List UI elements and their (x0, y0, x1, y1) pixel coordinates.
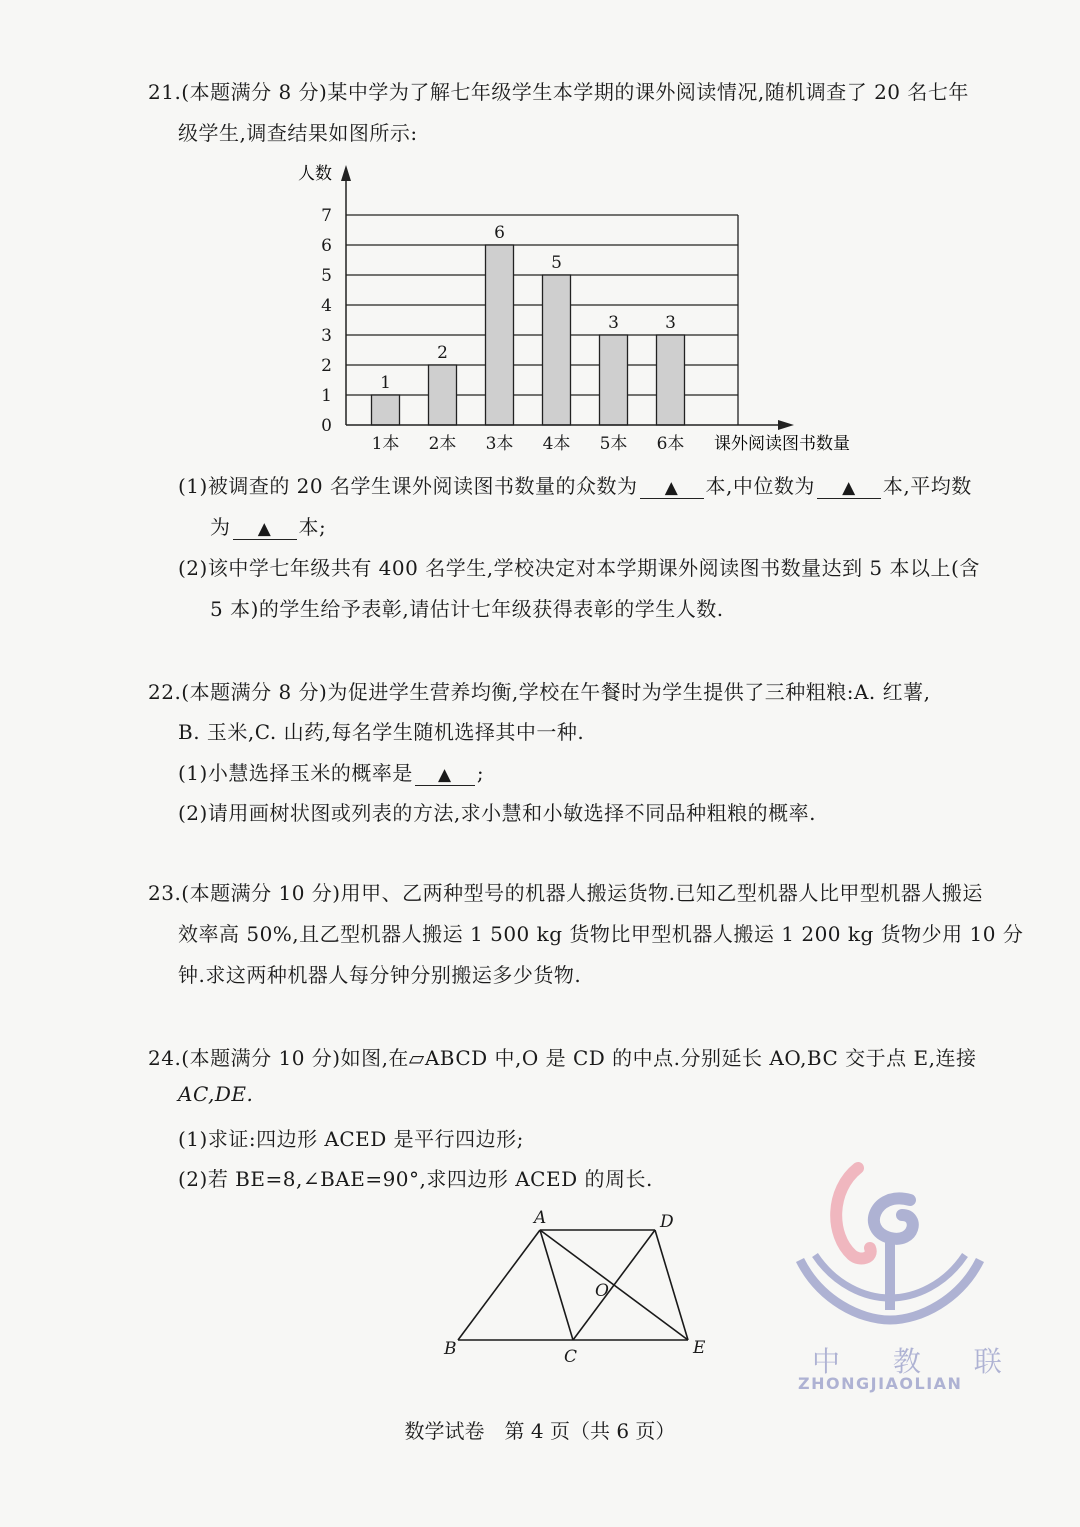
q21-part1-text-a: (1)被调查的 20 名学生课外阅读图书数量的众数为 (178, 474, 638, 498)
x-axis-arrow (778, 420, 794, 430)
median-answer-blank (817, 474, 881, 499)
q22-stem-line1: 22.(本题满分 8 分)为促进学生营养均衡,学校在午餐时为学生提供了三种粗粮:A. 红薯, (148, 680, 931, 704)
bar-chart (290, 155, 890, 455)
page-footer: 数学试卷 第 4 页（共 6 页） (404, 1419, 676, 1443)
bar (486, 245, 514, 425)
chart-x-axis-label: 课外阅读图书数量 (714, 434, 850, 454)
q23-stem-line3: 钟.求这两种机器人每分钟分别搬运多少货物. (178, 963, 582, 987)
segment-AB (458, 1230, 540, 1340)
q23-stem-line2: 效率高 50%,且乙型机器人搬运 1 500 kg 货物比甲型机器人搬运 1 200 kg 货物少用 10 分 (178, 922, 1024, 946)
point-label-B: B (444, 1339, 457, 1359)
y-tick-label: 6 (321, 236, 332, 256)
q24-part2: (2)若 BE=8,∠BAE=90°,求四边形 ACED 的周长. (178, 1167, 653, 1191)
q21-part1-cont (210, 511, 326, 540)
q21-part2-line2: 5 本)的学生给予表彰,请估计七年级获得表彰的学生人数. (210, 597, 724, 621)
mode-answer-blank (640, 474, 704, 499)
q22-stem-line2: B. 玉米,C. 山药,每名学生随机选择其中一种. (178, 720, 585, 744)
point-label-A: A (534, 1208, 547, 1228)
x-tick-label: 6本 (656, 434, 685, 454)
answer-triangle-icon: ▲ (438, 765, 452, 785)
bar (543, 275, 571, 425)
y-tick-label: 3 (321, 326, 332, 346)
y-tick-label: 0 (321, 416, 332, 436)
answer-triangle-icon: ▲ (842, 478, 856, 498)
bar (657, 335, 685, 425)
q24-part1: (1)求证:四边形 ACED 是平行四边形; (178, 1127, 524, 1151)
q24-stem-line2: AC,DE. (178, 1082, 254, 1106)
q21-part1 (178, 470, 972, 499)
y-tick-label: 1 (321, 386, 332, 406)
q21-part1-text-b: 本,中位数为 (705, 474, 815, 498)
bar-data-label: 5 (551, 253, 562, 273)
logo-chinese-text: 中 教 联 (812, 1345, 1024, 1378)
x-tick-label: 1本 (371, 434, 400, 454)
mean-answer-blank (233, 515, 297, 540)
y-axis-arrow (341, 165, 351, 181)
x-tick-label: 4本 (542, 434, 571, 454)
bar (600, 335, 628, 425)
point-label-O: O (595, 1281, 609, 1301)
bar-data-label: 2 (437, 343, 448, 363)
logo-english-text: ZHONGJIAOLIAN (798, 1374, 963, 1393)
y-tick-label: 5 (321, 266, 332, 286)
y-tick-label: 2 (321, 356, 332, 376)
x-tick-label: 5本 (599, 434, 628, 454)
segment-AC (540, 1230, 573, 1340)
q23-stem-line1: 23.(本题满分 10 分)用甲、乙两种型号的机器人搬运货物.已知乙型机器人比甲型机器人搬运 (148, 881, 983, 905)
y-tick-label: 7 (321, 206, 332, 226)
segment-CD (573, 1230, 655, 1340)
q24-stem-line1: 24.(本题满分 10 分)如图,在▱ABCD 中,O 是 CD 的中点.分别延长 AO,BC 交于点 E,连接 (148, 1046, 977, 1070)
chart-y-axis-label: 人数 (298, 164, 332, 184)
q21-part1-text-d: 为 (210, 515, 231, 539)
answer-triangle-icon: ▲ (664, 478, 679, 498)
segment-DE (655, 1230, 688, 1340)
bar-data-label: 6 (494, 223, 505, 243)
q21-stem-line2: 级学生,调查结果如图所示: (178, 121, 418, 145)
q22-part1-text-b: ; (476, 761, 485, 785)
bar-data-label: 3 (665, 313, 676, 333)
q21-stem-line1: 21.(本题满分 8 分)某中学为了解七年级学生本学期的课外阅读情况,随机调查了 20 名七年 (148, 80, 969, 104)
bar (429, 365, 457, 425)
x-tick-label: 2本 (428, 434, 457, 454)
parallelogram-diagram (430, 1205, 730, 1375)
q21-part1-text-c: 本,平均数 (882, 474, 972, 498)
probability-answer-blank (415, 761, 475, 786)
q22-part2: (2)请用画树状图或列表的方法,求小慧和小敏选择不同品种粗粮的概率. (178, 801, 817, 825)
q22-part1-text-a: (1)小慧选择玉米的概率是 (178, 761, 413, 785)
answer-triangle-icon: ▲ (257, 519, 272, 539)
q21-part1-text-e: 本; (298, 515, 327, 539)
bar-data-label: 1 (380, 373, 391, 393)
point-label-E: E (693, 1338, 706, 1358)
zhongjiaolian-logo (790, 1160, 990, 1340)
q22-part1 (178, 757, 484, 786)
point-label-D: D (660, 1212, 674, 1232)
point-label-C: C (564, 1347, 578, 1367)
q21-part2-line1: (2)该中学七年级共有 400 名学生,学校决定对本学期课外阅读图书数量达到 5 本以上(含 (178, 556, 980, 580)
bar (372, 395, 400, 425)
y-tick-label: 4 (321, 296, 332, 316)
x-tick-label: 3本 (485, 434, 514, 454)
bar-data-label: 3 (608, 313, 619, 333)
